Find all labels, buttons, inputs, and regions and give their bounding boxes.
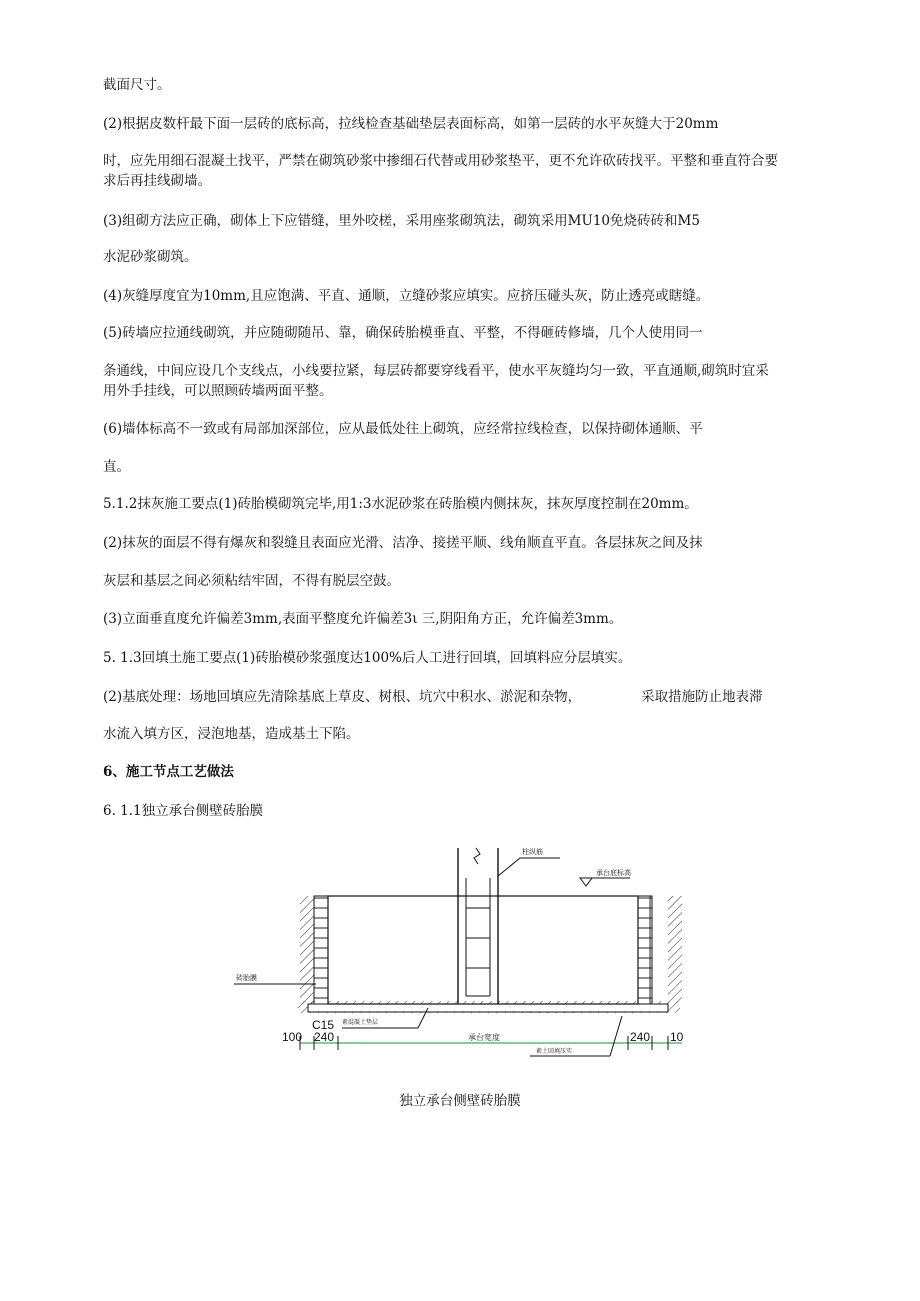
text-line: 截面尺寸。 — [103, 77, 171, 93]
subsection-heading: 6. 1.1独立承台侧壁砖胎膜 — [103, 803, 264, 819]
text-line: 灰层和基层之间必须粘结牢固，不得有脱层空鼓。 — [103, 573, 400, 589]
cap-outline — [328, 896, 638, 1004]
c15-layer — [308, 1004, 668, 1012]
text-line: 条通线，中间应设几个支线点，小线要拉紧，每层砖都要穿线看平，使水平灰缝均匀一致，平直通顺,砌筑时宜采 — [103, 363, 769, 379]
label-cap-elevation: 承台底标高 — [596, 869, 631, 877]
text-line: 5.1.2抹灰施工要点(1)砖胎模砌筑完毕,用1:3水泥砂浆在砖胎模内侧抹灰，抹灰厚度控制在20mm。 — [103, 496, 698, 512]
text-segment: (2)基底处理：场地回填应先清除基底上草皮、树根、坑穴中积水、淤泥和杂物， — [103, 689, 582, 705]
label-brick-mold: 砖胎膜 — [236, 974, 257, 982]
text-line: (3)立面垂直度允许偏差3mm,表面平整度允许偏差3ι 三,阴阳角方正，允许偏差3mm。 — [103, 611, 623, 627]
figure-caption: 独立承台侧壁砖胎膜 — [399, 1093, 521, 1109]
text-line: (6)墙体标高不一致或有局部加深部位，应从最低处往上砌筑，应经常拉线检查，以保持砌体通顺、平 — [103, 421, 703, 437]
dim-100-right: 10 — [670, 1030, 684, 1044]
text-segment: 采取措施防止地表滞 — [641, 689, 763, 705]
text-line: 5. 1.3回填土施工要点(1)砖胎模砂浆强度达100%后人工进行回填，回填料应分层填实。 — [103, 650, 632, 666]
dim-240-left: 240 — [314, 1030, 335, 1044]
text-line: 用外手挂线，可以照顾砖墙两面平整。 — [103, 383, 333, 399]
brick-wall-left — [314, 896, 328, 1004]
text-line: (3)组砌方法应正确，砌体上下应错缝，里外咬槎，采用座浆砌筑法，砌筑采用MU10免烧砖砖和M5 — [103, 213, 700, 229]
leader-line — [610, 1016, 622, 1056]
text-line: 水泥砂浆砌筑。 — [103, 249, 198, 265]
brick-mold-diagram — [230, 838, 690, 1078]
label-backfill: 素土回填压实 — [536, 1048, 573, 1055]
soil-hatch-left — [300, 896, 314, 1004]
text-line: (5)砖墙应拉通线砌筑，并应随砌随吊、靠，确保砖胎模垂直、平整，不得砸砖修墙，几个人使用同一 — [103, 325, 703, 341]
dim-cap-width: 承台宽度 — [468, 1033, 500, 1042]
elevation-mark-icon — [580, 878, 592, 886]
brick-wall-right — [638, 896, 652, 1004]
dim-240-right: 240 — [630, 1030, 651, 1044]
section-heading: 6、施工节点工艺做法 — [103, 764, 234, 780]
text-line: 直。 — [103, 459, 130, 475]
text-line: 求后再挂线砌墙。 — [103, 173, 211, 189]
leader-line — [498, 858, 560, 876]
text-line: (2)抹灰的面层不得有爆灰和裂缝且表面应光滑、洁净、接搓平顺、线角顺直平直。各层抹灰之间及抹 — [103, 535, 703, 551]
text-line: 时，应先用细石混凝土找平，严禁在砌筑砂浆中掺细石代替或用砂浆垫平，更不允许砍砖找平。平整和垂直符合要 — [103, 153, 778, 169]
label-c15-note: 素混凝土垫层 — [342, 1019, 379, 1026]
text-line: (4)灰缝厚度宜为10mm,且应饱满、平直、通顺，立缝砂浆应填实。应挤压碰头灰，防止透亮或瞎缝。 — [103, 288, 710, 304]
text-line: 水流入填方区，浸泡地基，造成基土下陷。 — [103, 726, 360, 742]
text-line — [103, 688, 763, 706]
dim-100-left: 100 — [282, 1030, 303, 1044]
label-column: 柱纵筋 — [522, 848, 543, 856]
label-c15: C15 — [312, 1018, 335, 1032]
break-mark-icon — [474, 848, 480, 864]
text-line: (2)根据皮数杆最下面一层砖的底标高，拉线检查基础垫层表面标高，如第一层砖的水平灰缝大于20mm — [103, 116, 719, 132]
soil-hatch-right — [668, 896, 682, 1004]
